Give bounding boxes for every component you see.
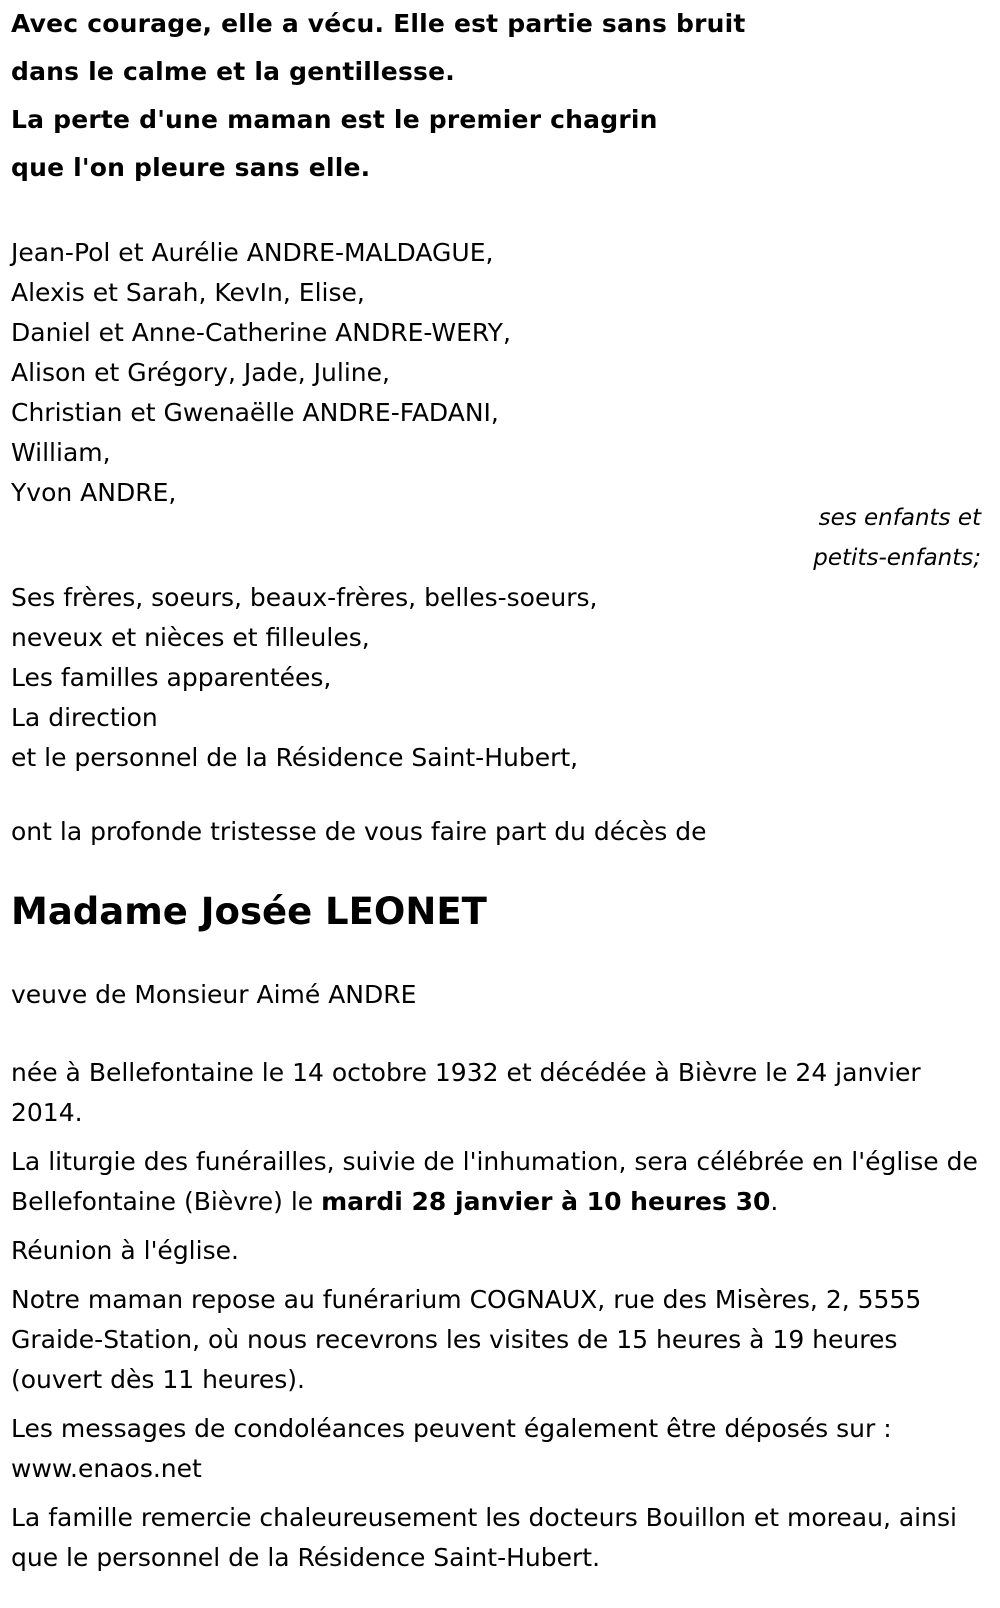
deceased-name: Madame Josée LEONET xyxy=(11,890,487,933)
poem-line: que l'on pleure sans elle. xyxy=(11,153,371,182)
birth-death-paragraph: née à Bellefontaine le 14 octobre 1932 et décédée à Bièvre le 24 janvier 2014. xyxy=(11,1058,921,1127)
extended-family-line: La direction xyxy=(11,703,158,732)
extended-family-line: neveux et nièces et filleules, xyxy=(11,623,370,652)
extended-family-list xyxy=(11,578,597,778)
role-line: petits-enfants; xyxy=(813,545,981,571)
family-name-line: Christian et Gwenaëlle ANDRE-FADANI, xyxy=(11,398,499,427)
extended-family-line: Les familles apparentées, xyxy=(11,663,332,692)
repose-paragraph: Notre maman repose au funérarium COGNAUX, rue des Misères, 2, 5555 Graide-Station, où nous recevrons les visites de 15 heures à 19 heures (ouvert dès 11 heures). xyxy=(11,1285,922,1394)
family-name-line: Daniel et Anne-Catherine ANDRE-WERY, xyxy=(11,318,511,347)
poem-line: La perte d'une maman est le premier chagrin xyxy=(11,105,658,134)
liturgy-end: . xyxy=(770,1187,779,1216)
funeral-details xyxy=(11,1053,986,1587)
family-name-line: William, xyxy=(11,438,111,467)
liturgy-text: La liturgie des funérailles, suivie de l'inhumation, sera célébrée en l'église de Bellefontaine (Bièvre) le xyxy=(11,1147,978,1216)
meeting-paragraph: Réunion à l'église. xyxy=(11,1236,239,1265)
extended-family-line: et le personnel de la Résidence Saint-Hubert, xyxy=(11,743,579,772)
thanks-paragraph: La famille remercie chaleureusement les docteurs Bouillon et moreau, ainsi que le personnel de la Résidence Saint-Hubert. xyxy=(11,1503,957,1572)
condolences-paragraph: Les messages de condoléances peuvent également être déposés sur : www.enaos.net xyxy=(11,1414,892,1483)
role-line: ses enfants et xyxy=(818,505,981,531)
widow-of: veuve de Monsieur Aimé ANDRE xyxy=(11,980,417,1009)
poem xyxy=(11,0,746,192)
poem-line: Avec courage, elle a vécu. Elle est partie sans bruit xyxy=(11,9,746,38)
liturgy-paragraph xyxy=(11,1142,986,1222)
extended-family-line: Ses frères, soeurs, beaux-frères, belles-soeurs, xyxy=(11,583,598,612)
family-name-line: Jean-Pol et Aurélie ANDRE-MALDAGUE, xyxy=(11,238,494,267)
family-name-line: Yvon ANDRE, xyxy=(11,478,177,507)
family-name-line: Alexis et Sarah, KevIn, Elise, xyxy=(11,278,365,307)
liturgy-date: mardi 28 janvier à 10 heures 30 xyxy=(321,1187,771,1216)
poem-line: dans le calme et la gentillesse. xyxy=(11,57,455,86)
announcement-intro: ont la profonde tristesse de vous faire part du décès de xyxy=(11,817,707,846)
family-role xyxy=(813,498,981,578)
children-list xyxy=(11,233,511,513)
family-name-line: Alison et Grégory, Jade, Juline, xyxy=(11,358,390,387)
